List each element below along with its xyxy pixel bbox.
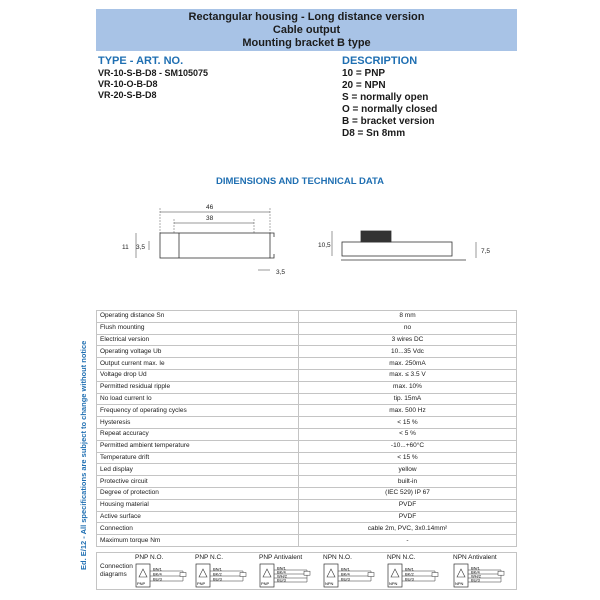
output-type: NPN [389,581,398,586]
description-item: D8 = Sn 8mm [342,128,406,139]
load-icon [304,571,310,575]
wire-label: BN/1 [213,566,222,572]
spec-label: Voltage drop Ud [97,369,299,381]
dim-label-3-5: 3,5 [136,244,146,251]
spec-label: Active surface [97,511,299,523]
dim-label-46: 46 [206,204,214,211]
dim-label-38: 38 [206,215,214,222]
wire-label: BK/2 [213,571,222,577]
table-row [97,452,517,464]
table-row [97,358,517,370]
amplifier-icon [391,569,399,577]
spec-value: tip. 15mA [299,393,517,405]
diagram-title: NPN N.O. [323,554,352,561]
spec-label: Connection [97,523,299,535]
spec-label: Permitted ambient temperature [97,440,299,452]
wire-label: BU/3 [277,577,286,583]
wiring-schematic [195,563,251,589]
spec-value: PVDF [299,511,517,523]
table-row [97,417,517,429]
table-row [97,464,517,476]
table-row [97,440,517,452]
spec-label: Permitted residual ripple [97,381,299,393]
table-row [97,311,517,323]
spec-label: Operating voltage Ub [97,346,299,358]
diagram-title: NPN Antivalent [453,554,497,561]
table-row [97,499,517,511]
spec-value: cable 2m, PVC, 3x0.14mm² [299,523,517,535]
type-list [98,68,208,101]
connection-diagram [453,554,509,589]
wiring-schematic [387,563,443,589]
dim-label-7-5: 7,5 [481,248,491,255]
diagram-title: NPN N.C. [387,554,416,561]
spec-value: (IEC 529) IP 67 [299,487,517,499]
title-line-3: Mounting bracket B type [242,37,371,49]
wire-label: BK/4 [471,569,480,575]
spec-value: built-in [299,476,517,488]
wire-label: BN/1 [471,565,480,571]
load-icon [498,571,504,575]
wire-label: BU/3 [471,577,480,583]
table-row [97,393,517,405]
output-type: PNP [137,581,146,586]
wire-label: BU/3 [153,576,162,582]
spec-label: Flush mounting [97,322,299,334]
spec-label: Protective circuit [97,476,299,488]
spec-value: PVDF [299,499,517,511]
table-row [97,381,517,393]
amplifier-icon [263,569,271,577]
title-line-1: Rectangular housing - Long distance version [188,11,425,23]
connection-diagram [195,554,251,589]
spec-value: < 15 % [299,452,517,464]
spec-label: Hysteresis [97,417,299,429]
connection-diagrams [96,552,517,590]
dimension-drawing [96,190,517,300]
spec-value: max. 250mA [299,358,517,370]
type-item: VR-10-S-B-D8 - SM105075 [98,68,209,78]
connection-label-line-2: diagrams [100,571,127,578]
load-icon [432,573,438,577]
title-banner [96,9,517,51]
spec-value: 10...35 Vdc [299,346,517,358]
type-item: VR-20-S-B-D8 [98,90,157,100]
description-item: 20 = NPN [342,80,386,91]
wiring-schematic [453,563,509,589]
sensor-top-view [160,233,270,258]
sensor-side-view [342,242,452,256]
connection-diagram [135,554,191,589]
wire-label: BK/4 [277,569,286,575]
table-row [97,523,517,535]
type-heading: TYPE - ART. NO. [98,55,184,67]
wire-label: BU/3 [405,576,414,582]
spec-value: max. ≤ 3.5 V [299,369,517,381]
table-row [97,535,517,547]
spec-label: No load current Io [97,393,299,405]
output-type: PNP [197,581,206,586]
title-line-2: Cable output [272,24,341,36]
cable-exit [361,231,391,242]
dimensions-heading: DIMENSIONS AND TECHNICAL DATA [215,176,384,187]
load-icon [180,573,186,577]
wiring-schematic [135,563,191,589]
wire-label: WH/2 [471,573,481,579]
technical-data-table [96,310,517,547]
table-row [97,487,517,499]
dim-label-11: 11 [122,244,129,251]
output-type: NPN [325,581,334,586]
amplifier-icon [457,569,465,577]
diagram-title: PNP N.O. [135,554,164,561]
wire-label: BN/1 [153,566,162,572]
spec-value: no [299,322,517,334]
amplifier-icon [199,569,207,577]
connection-diagram [259,554,315,589]
load-icon [368,573,374,577]
spec-label: Output current max. Ie [97,358,299,370]
connection-diagram [387,554,443,589]
spec-value: 3 wires DC [299,334,517,346]
wiring-schematic [259,563,315,589]
spec-label: Electrical version [97,334,299,346]
wire-label: BU/3 [213,576,222,582]
spec-value: 8 mm [299,311,517,323]
spec-label: Housing material [97,499,299,511]
wire-label: BK/4 [341,571,350,577]
output-type: NPN [455,581,464,586]
table-row [97,428,517,440]
spec-label: Operating distance Sn [97,311,299,323]
description-item: O = normally closed [342,104,438,115]
spec-value: < 15 % [299,417,517,429]
description-item: B = bracket version [342,116,435,127]
description-item: 10 = PNP [342,68,386,79]
spec-label: Temperature drift [97,452,299,464]
type-item: VR-10-O-B-D8 [98,79,158,89]
table-row [97,369,517,381]
connection-diagram [323,554,379,589]
spec-value: - [299,535,517,547]
description-list [342,68,437,140]
spec-value: max. 500 Hz [299,405,517,417]
spec-value: -10...+60°C [299,440,517,452]
load-icon [240,573,246,577]
table-row [97,334,517,346]
dim-label-10-5: 10,5 [318,242,331,249]
wire-label: BN/1 [277,565,286,571]
table-row [97,476,517,488]
side-note: Ed. E/12 - All specifications are subject to change without notice [79,340,88,570]
spec-value: yellow [299,464,517,476]
amplifier-icon [139,569,147,577]
table-row [97,405,517,417]
spec-label: Maximum torque Nm [97,535,299,547]
wire-label: BK/4 [153,571,162,577]
description-heading: DESCRIPTION [342,55,418,67]
amplifier-icon [327,569,335,577]
wire-label: BK/2 [405,571,414,577]
wire-label: BN/1 [405,566,414,572]
wire-label: BU/3 [341,576,350,582]
output-type: PNP [261,581,270,586]
spec-value: max. 10% [299,381,517,393]
diagram-title: PNP Antivalent [259,554,303,561]
diagram-title: PNP N.C. [195,554,224,561]
table-row [97,322,517,334]
table-row [97,511,517,523]
spec-label: Frequency of operating cycles [97,405,299,417]
wire-label: BN/1 [341,566,350,572]
spec-value: < 5 % [299,428,517,440]
spec-label: Degree of protection [97,487,299,499]
table-row [97,346,517,358]
bracket-tab [270,233,274,258]
description-item: S = normally open [342,92,429,103]
dim-label-3-5-b: 3,5 [276,269,286,276]
spec-label: Repeat accuracy [97,428,299,440]
wiring-schematic [323,563,379,589]
connection-label-line-1: Connection [100,563,133,570]
connection-label [100,563,133,579]
spec-label: Led display [97,464,299,476]
wire-label: WH/2 [277,573,287,579]
